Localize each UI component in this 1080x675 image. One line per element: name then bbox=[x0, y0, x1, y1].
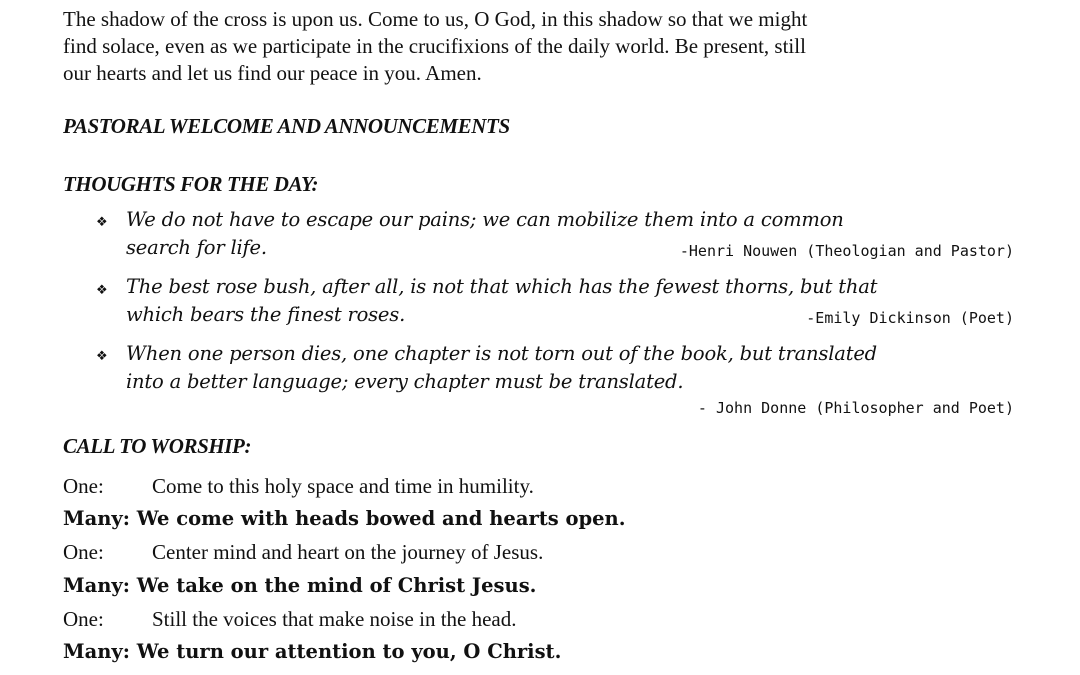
speaker-label: Many: bbox=[63, 640, 130, 663]
prayer-line: The shadow of the cross is upon us. Come to us, O God, in this shadow so that we might bbox=[63, 7, 808, 31]
quote-line: When one person dies, one chapter is not torn out of the book, but translated bbox=[126, 342, 877, 365]
quote-line: which bears the finest roses. bbox=[126, 303, 406, 326]
prayer-line: find solace, even as we participate in the crucifixions of the daily world. Be present, still bbox=[63, 34, 806, 58]
response-text: We come with heads bowed and hearts open. bbox=[136, 507, 626, 530]
quote-line: into a better language; every chapter must be translated. bbox=[126, 370, 684, 393]
response-line: Come to this holy space and time in humility. bbox=[152, 474, 534, 498]
response-text: We turn our attention to you, O Christ. bbox=[136, 640, 562, 663]
quote-attribution: - John Donne (Philosopher and Poet) bbox=[697, 399, 1014, 417]
speaker-label: Many: bbox=[63, 507, 130, 530]
bullet-icon: ❖ bbox=[96, 214, 108, 229]
heading-call-to-worship: CALL TO WORSHIP: bbox=[63, 434, 252, 458]
bullet-icon: ❖ bbox=[96, 282, 108, 297]
quote-line: The best rose bush, after all, is not that which has the fewest thorns, but that bbox=[126, 275, 878, 298]
response-text: We take on the mind of Christ Jesus. bbox=[136, 574, 537, 597]
many-response-line bbox=[63, 507, 626, 530]
quote-line: We do not have to escape our pains; we can mobilize them into a common bbox=[126, 208, 844, 231]
response-line: Still the voices that make noise in the head. bbox=[152, 607, 517, 631]
quote-attribution: -Emily Dickinson (Poet) bbox=[806, 309, 1014, 327]
speaker-label: Many: bbox=[63, 574, 130, 597]
many-response-line bbox=[63, 574, 536, 597]
quote-line: search for life. bbox=[126, 236, 267, 259]
speaker-label: One: bbox=[63, 474, 104, 498]
response-line: Center mind and heart on the journey of Jesus. bbox=[152, 540, 544, 564]
heading-welcome: PASTORAL WELCOME AND ANNOUNCEMENTS bbox=[63, 114, 510, 138]
bullet-icon: ❖ bbox=[96, 348, 108, 363]
heading-thoughts: THOUGHTS FOR THE DAY: bbox=[63, 172, 319, 196]
quote-attribution: -Henri Nouwen (Theologian and Pastor) bbox=[679, 242, 1014, 260]
many-response-line bbox=[63, 640, 561, 663]
speaker-label: One: bbox=[63, 607, 104, 631]
speaker-label: One: bbox=[63, 540, 104, 564]
prayer-line: our hearts and let us find our peace in you. Amen. bbox=[63, 61, 482, 85]
